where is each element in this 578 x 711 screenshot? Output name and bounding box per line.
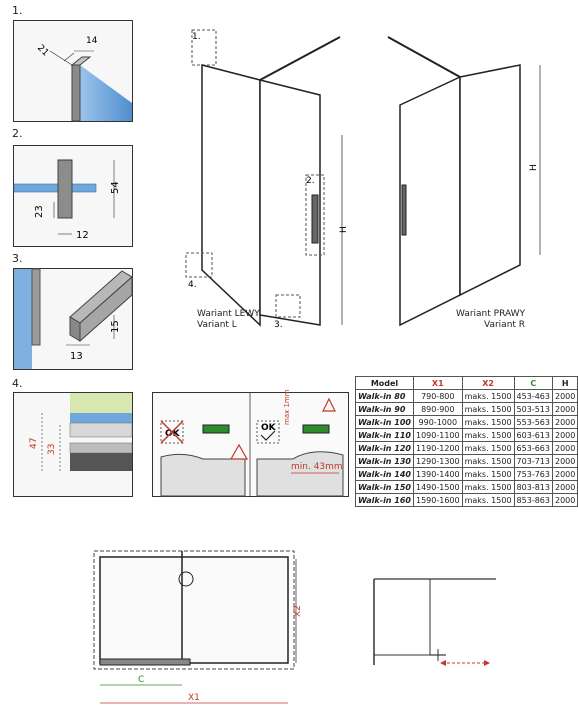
table-cell: 603-613 xyxy=(514,429,552,442)
fixed-panel-right xyxy=(460,65,520,295)
good-ok-label: OK xyxy=(261,423,276,433)
table-cell: 990-1000 xyxy=(413,416,462,429)
clamp-profile xyxy=(58,160,72,218)
spec-table xyxy=(355,376,578,507)
profile-2 xyxy=(70,443,132,453)
handle-right xyxy=(402,185,406,235)
table-cell: 653-663 xyxy=(514,442,552,455)
dim-23: 23 xyxy=(34,205,45,218)
table-cell: 2000 xyxy=(552,403,577,416)
detail-3-panel xyxy=(13,268,133,370)
table-row xyxy=(356,403,578,416)
floor-good xyxy=(257,452,343,496)
table-cell: maks. 1500 xyxy=(462,403,514,416)
table-cell: 2000 xyxy=(552,416,577,429)
wall-top xyxy=(70,393,132,413)
table-cell: 453-463 xyxy=(514,390,552,403)
table-cell: 1090-1100 xyxy=(413,429,462,442)
table-cell: Walk-in 100 xyxy=(356,416,414,429)
table-cell: Walk-in 140 xyxy=(356,468,414,481)
bad-ok-label: OK xyxy=(165,429,180,439)
sliding-panel-right xyxy=(400,77,460,325)
table-cell: 2000 xyxy=(552,481,577,494)
glass-strip xyxy=(70,413,132,423)
col-h: H xyxy=(552,377,577,390)
table-cell: maks. 1500 xyxy=(462,416,514,429)
left-variant-view xyxy=(180,25,360,335)
detail-1-drawing xyxy=(14,21,132,121)
table-cell: Walk-in 120 xyxy=(356,442,414,455)
col-model: Model xyxy=(356,377,414,390)
glass-panel xyxy=(80,65,132,121)
wall-profile xyxy=(32,269,40,345)
table-header-row xyxy=(356,377,578,390)
dim-33: 33 xyxy=(47,443,57,455)
table-cell: 890-900 xyxy=(413,403,462,416)
dim-x1: X1 xyxy=(188,693,200,703)
table-cell: Walk-in 90 xyxy=(356,403,414,416)
table-row xyxy=(356,468,578,481)
table-cell: Walk-in 130 xyxy=(356,455,414,468)
dim-13: 13 xyxy=(70,351,83,362)
table-cell: Walk-in 150 xyxy=(356,481,414,494)
detail-4-drawing xyxy=(14,393,132,496)
profile-top xyxy=(72,57,90,65)
table-row xyxy=(356,442,578,455)
table-row xyxy=(356,416,578,429)
section-label-2: 2. xyxy=(12,127,23,140)
table-cell: 753-763 xyxy=(514,468,552,481)
floor-bad xyxy=(161,454,245,496)
callout-1: 1. xyxy=(192,32,201,42)
profile-base xyxy=(70,453,132,471)
table-row xyxy=(356,390,578,403)
table-cell: 1190-1200 xyxy=(413,442,462,455)
dim-14: 14 xyxy=(86,36,98,46)
dim-21: 21 xyxy=(35,43,51,59)
sliding-panel xyxy=(260,80,320,325)
table-cell: 2000 xyxy=(552,390,577,403)
col-x1: X1 xyxy=(413,377,462,390)
warning-icon xyxy=(231,445,247,459)
profile-section xyxy=(72,65,80,121)
section-label-1: 1. xyxy=(12,4,23,17)
table-cell: 503-513 xyxy=(514,403,552,416)
table-cell: 1590-1600 xyxy=(413,494,462,507)
table-cell: maks. 1500 xyxy=(462,455,514,468)
section-label-4: 4. xyxy=(12,377,23,390)
detail-2-drawing xyxy=(14,146,132,246)
profile-1 xyxy=(70,423,132,437)
stabilizer-bar xyxy=(260,37,340,80)
table-cell: Walk-in 160 xyxy=(356,494,414,507)
table-cell: 1290-1300 xyxy=(413,455,462,468)
table-cell: 2000 xyxy=(552,429,577,442)
fixed-panel xyxy=(202,65,260,325)
table-cell: maks. 1500 xyxy=(462,429,514,442)
table-cell: Walk-in 110 xyxy=(356,429,414,442)
glass-panel xyxy=(14,269,32,369)
table-cell: maks. 1500 xyxy=(462,390,514,403)
table-body xyxy=(356,390,578,507)
callout-4: 4. xyxy=(188,280,197,290)
table-cell: 790-800 xyxy=(413,390,462,403)
callout-2: 2. xyxy=(306,176,315,186)
table-cell: 1390-1400 xyxy=(413,468,462,481)
right-variant-view xyxy=(380,25,560,325)
right-variant-pl: Wariant PRAWY xyxy=(456,309,526,319)
install-panel xyxy=(152,389,349,497)
table-row xyxy=(356,494,578,507)
table-cell: maks. 1500 xyxy=(462,494,514,507)
detail-3-drawing xyxy=(14,269,132,369)
table-cell: 2000 xyxy=(552,494,577,507)
dim-47: 47 xyxy=(29,437,39,449)
table-cell: 2000 xyxy=(552,442,577,455)
left-dim-h: H xyxy=(339,226,349,233)
detail-4-panel xyxy=(13,392,133,497)
table-cell: Walk-in 80 xyxy=(356,390,414,403)
dim-12: 12 xyxy=(76,230,89,241)
shower-tray xyxy=(100,557,288,663)
install-drawing xyxy=(153,389,348,496)
min-label: min. 43mm xyxy=(291,462,343,472)
floor-plan xyxy=(86,545,316,710)
glass-edge xyxy=(14,184,96,192)
table-cell: 703-713 xyxy=(514,455,552,468)
table-row xyxy=(356,455,578,468)
sliding-schematic xyxy=(366,575,506,670)
level-icon xyxy=(203,425,229,433)
level-icon-good xyxy=(303,425,329,433)
dim-c: C xyxy=(138,675,145,685)
table-cell: 2000 xyxy=(552,468,577,481)
col-c: C xyxy=(514,377,552,390)
threshold xyxy=(100,659,190,665)
section-label-3: 3. xyxy=(12,252,23,265)
table-row xyxy=(356,429,578,442)
stabilizer-bar-right xyxy=(388,37,460,77)
table-row xyxy=(356,481,578,494)
detail-2-panel xyxy=(13,145,133,247)
dim-54: 54 xyxy=(110,181,121,194)
max-label: max 1mm xyxy=(283,389,291,425)
col-x2: X2 xyxy=(462,377,514,390)
table-cell: 803-813 xyxy=(514,481,552,494)
dim-x2: X2 xyxy=(293,605,303,617)
callout-3: 3. xyxy=(274,320,283,330)
table-cell: maks. 1500 xyxy=(462,468,514,481)
detail-1-panel xyxy=(13,20,133,122)
table-cell: maks. 1500 xyxy=(462,442,514,455)
warning-icon-good xyxy=(323,399,335,411)
table-cell: maks. 1500 xyxy=(462,481,514,494)
left-variant-en: Variant L xyxy=(197,320,237,330)
table-cell: 553-563 xyxy=(514,416,552,429)
dim-15: 15 xyxy=(110,320,121,333)
table-cell: 853-863 xyxy=(514,494,552,507)
table-cell: 1490-1500 xyxy=(413,481,462,494)
left-variant-pl: Wariant LEWY xyxy=(197,309,260,319)
handle xyxy=(312,195,318,243)
right-dim-h: H xyxy=(529,164,539,171)
right-variant-en: Variant R xyxy=(484,320,526,330)
table-cell: 2000 xyxy=(552,455,577,468)
